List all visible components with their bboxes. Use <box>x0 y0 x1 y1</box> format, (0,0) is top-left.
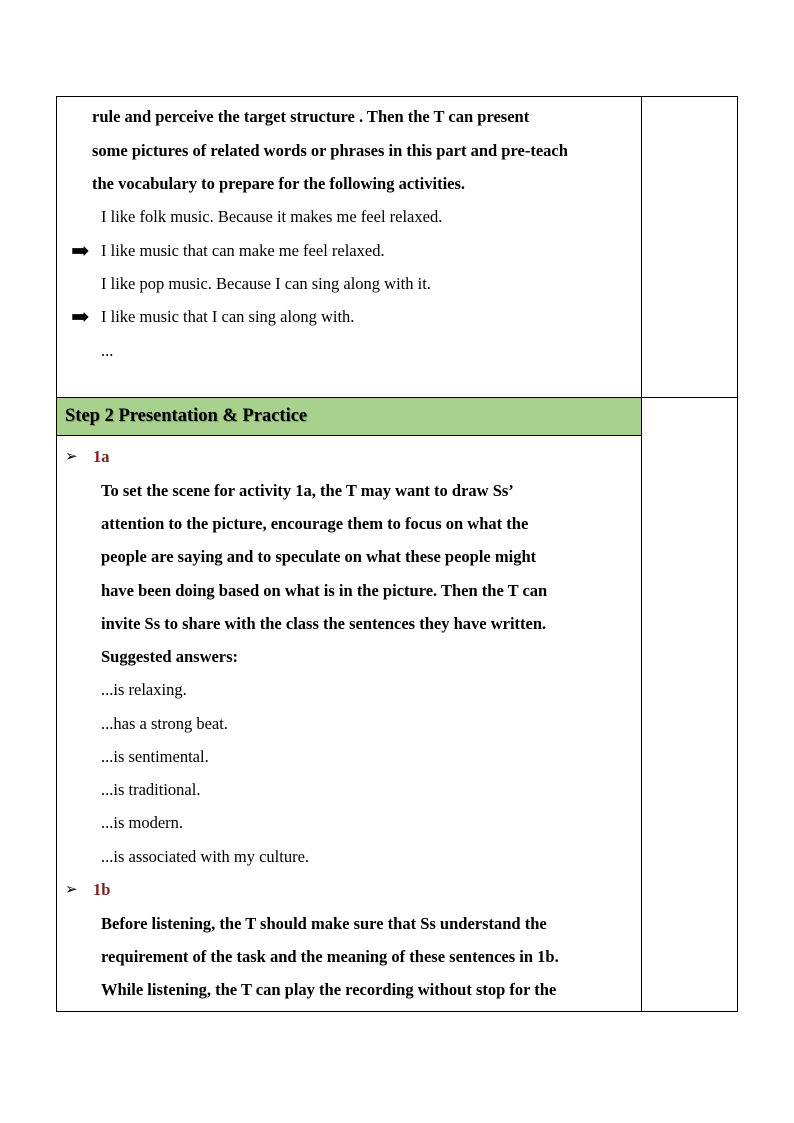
bullet-arrow-icon: ➢ <box>65 882 78 898</box>
section-1b-text-line: requirement of the task and the meaning of these sentences in 1b. <box>101 947 559 966</box>
section-1a-text-line: invite Ss to share with the class the sentences they have written. <box>101 614 547 633</box>
section-1a-text-line: To set the scene for activity 1a, the T may want to draw Ss’ <box>101 481 514 500</box>
bullet-arrow-icon: ➢ <box>65 449 78 465</box>
example-ellipsis: ... <box>101 341 114 360</box>
arrow-right-icon: ➡ <box>71 238 90 263</box>
section-1b-text-line: Before listening, the T should make sure that Ss understand the <box>101 914 547 933</box>
intro-text-line: the vocabulary to prepare for the following activities. <box>92 174 466 193</box>
answer-item: ...is modern. <box>101 813 184 832</box>
example-sentence: I like music that I can sing along with. <box>101 307 355 326</box>
example-sentence: I like pop music. Because I can sing along with it. <box>101 274 431 293</box>
section-1a-text-line: people are saying and to speculate on what these people might <box>101 547 537 566</box>
intro-cell <box>57 97 641 397</box>
example-sentence: I like folk music. Because it makes me feel relaxed. <box>101 207 443 226</box>
section-1a-text-line: have been doing based on what is in the picture. Then the T can <box>101 581 548 600</box>
lesson-plan-table <box>56 96 738 1012</box>
step-title: Step 2 Presentation & Practice <box>65 406 308 426</box>
intro-text-line: rule and perceive the target structure . Then the T can present <box>92 107 530 126</box>
suggested-answers-label: Suggested answers: <box>101 647 239 666</box>
arrow-right-icon: ➡ <box>71 304 90 329</box>
column-divider <box>641 97 642 1011</box>
intro-text-line: some pictures of related words or phrases in this part and pre-teach <box>92 141 568 160</box>
step-cell <box>57 398 641 1011</box>
section-label-1a: 1a <box>93 447 110 466</box>
answer-item: ...is relaxing. <box>101 680 187 699</box>
example-sentence: I like music that can make me feel relaxed. <box>101 241 385 260</box>
section-label-1b: 1b <box>93 880 111 899</box>
answer-item: ...is traditional. <box>101 780 201 799</box>
answer-item: ...is associated with my culture. <box>101 847 310 866</box>
step-header <box>57 398 641 436</box>
section-1a-text-line: attention to the picture, encourage them to focus on what the <box>101 514 529 533</box>
answer-item: ...is sentimental. <box>101 747 209 766</box>
section-1b-text-line: While listening, the T can play the recording without stop for the <box>101 980 557 999</box>
answer-item: ...has a strong beat. <box>101 714 228 733</box>
